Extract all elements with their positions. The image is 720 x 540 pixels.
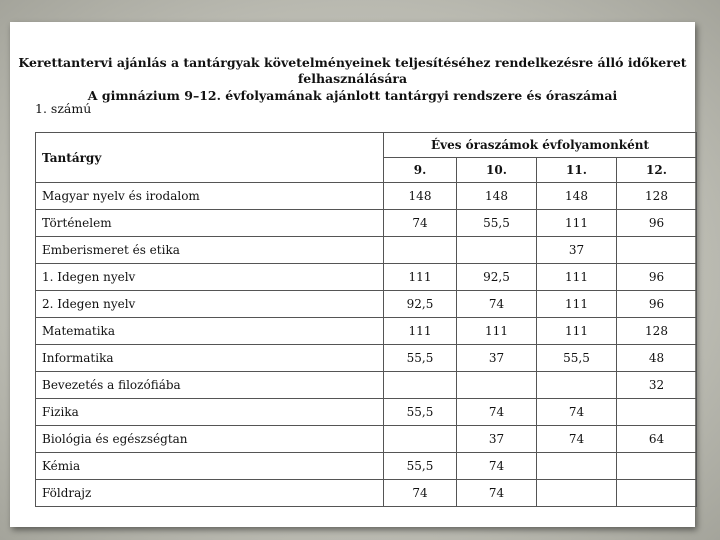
table-row — [36, 453, 697, 480]
hours-cell-grade-12: 96 — [617, 291, 697, 318]
title-line-1: Kerettantervi ajánlás a tantárgyak követelményeinek teljesítéséhez rendelkezésre álló időkeret — [18, 55, 687, 70]
hours-cell-grade-9: 74 — [384, 210, 457, 237]
subject-cell: Fizika — [36, 399, 384, 426]
hours-cell-grade-11: 148 — [537, 183, 617, 210]
hours-cell-grade-9: 55,5 — [384, 399, 457, 426]
hours-cell-grade-12: 64 — [617, 426, 697, 453]
table-row — [36, 318, 697, 345]
table-row — [36, 345, 697, 372]
table-row — [36, 372, 697, 399]
hours-cell-grade-11: 111 — [537, 210, 617, 237]
table-row — [36, 480, 697, 507]
hours-cell-grade-11: 74 — [537, 426, 617, 453]
subject-cell: 2. Idegen nyelv — [36, 291, 384, 318]
table-row — [36, 291, 697, 318]
hours-cell-grade-9: 92,5 — [384, 291, 457, 318]
grade-header-9: 9. — [384, 158, 457, 183]
hours-cell-grade-10 — [457, 372, 537, 399]
table-row — [36, 399, 697, 426]
subject-cell: Történelem — [36, 210, 384, 237]
hours-cell-grade-12: 128 — [617, 318, 697, 345]
hours-cell-grade-10: 55,5 — [457, 210, 537, 237]
hours-cell-grade-10: 74 — [457, 399, 537, 426]
subject-cell: Biológia és egészségtan — [36, 426, 384, 453]
title-line-3: A gimnázium 9–12. évfolyamának ajánlott tantárgyi rendszere és óraszámai — [87, 88, 618, 103]
hours-cell-grade-11: 111 — [537, 291, 617, 318]
subject-cell: Földrajz — [36, 480, 384, 507]
hours-cell-grade-10: 74 — [457, 291, 537, 318]
hours-cell-grade-9: 55,5 — [384, 453, 457, 480]
subject-column-header: Tantárgy — [36, 133, 384, 183]
hours-cell-grade-12 — [617, 480, 697, 507]
hours-cell-grade-11: 55,5 — [537, 345, 617, 372]
hours-cell-grade-11: 111 — [537, 264, 617, 291]
hours-cell-grade-11 — [537, 372, 617, 399]
subject-cell: 1. Idegen nyelv — [36, 264, 384, 291]
hours-cell-grade-11 — [537, 453, 617, 480]
hours-cell-grade-12: 128 — [617, 183, 697, 210]
hours-cell-grade-10: 74 — [457, 453, 537, 480]
hours-cell-grade-11: 74 — [537, 399, 617, 426]
hours-cell-grade-9 — [384, 426, 457, 453]
hours-cell-grade-12: 96 — [617, 264, 697, 291]
hours-cell-grade-9 — [384, 372, 457, 399]
subject-cell: Informatika — [36, 345, 384, 372]
hours-cell-grade-10: 148 — [457, 183, 537, 210]
hours-group-header: Éves óraszámok évfolyamonként — [384, 133, 697, 158]
subject-cell: Kémia — [36, 453, 384, 480]
hours-cell-grade-10: 37 — [457, 426, 537, 453]
hours-cell-grade-11 — [537, 480, 617, 507]
grade-header-12: 12. — [617, 158, 697, 183]
grade-header-10: 10. — [457, 158, 537, 183]
table-row — [36, 426, 697, 453]
subject-cell: Matematika — [36, 318, 384, 345]
hours-cell-grade-12: 48 — [617, 345, 697, 372]
table-row — [36, 264, 697, 291]
hours-cell-grade-9 — [384, 237, 457, 264]
hours-cell-grade-9: 148 — [384, 183, 457, 210]
subject-cell: Magyar nyelv és irodalom — [36, 183, 384, 210]
hours-cell-grade-12 — [617, 237, 697, 264]
hours-cell-grade-10: 111 — [457, 318, 537, 345]
grade-header-11: 11. — [537, 158, 617, 183]
table-row — [36, 237, 697, 264]
hours-cell-grade-10: 37 — [457, 345, 537, 372]
hours-cell-grade-10: 74 — [457, 480, 537, 507]
hours-cell-grade-9: 55,5 — [384, 345, 457, 372]
table-row — [36, 210, 697, 237]
hours-cell-grade-12: 96 — [617, 210, 697, 237]
subject-cell: Emberismeret és etika — [36, 237, 384, 264]
title-line-2: felhasználására — [297, 71, 408, 86]
hours-cell-grade-9: 74 — [384, 480, 457, 507]
hours-cell-grade-12 — [617, 453, 697, 480]
hours-cell-grade-12 — [617, 399, 697, 426]
hours-cell-grade-10 — [457, 237, 537, 264]
hours-cell-grade-11: 37 — [537, 237, 617, 264]
hours-cell-grade-12: 32 — [617, 372, 697, 399]
hours-cell-grade-10: 92,5 — [457, 264, 537, 291]
table-header-row — [36, 133, 697, 158]
hours-table — [35, 132, 697, 507]
hours-cell-grade-9: 111 — [384, 318, 457, 345]
subject-cell: Bevezetés a filozófiába — [36, 372, 384, 399]
slide — [10, 22, 695, 527]
hours-cell-grade-9: 111 — [384, 264, 457, 291]
hours-cell-grade-11: 111 — [537, 318, 617, 345]
table-row — [36, 183, 697, 210]
table-number-label: 1. számú — [35, 101, 92, 116]
